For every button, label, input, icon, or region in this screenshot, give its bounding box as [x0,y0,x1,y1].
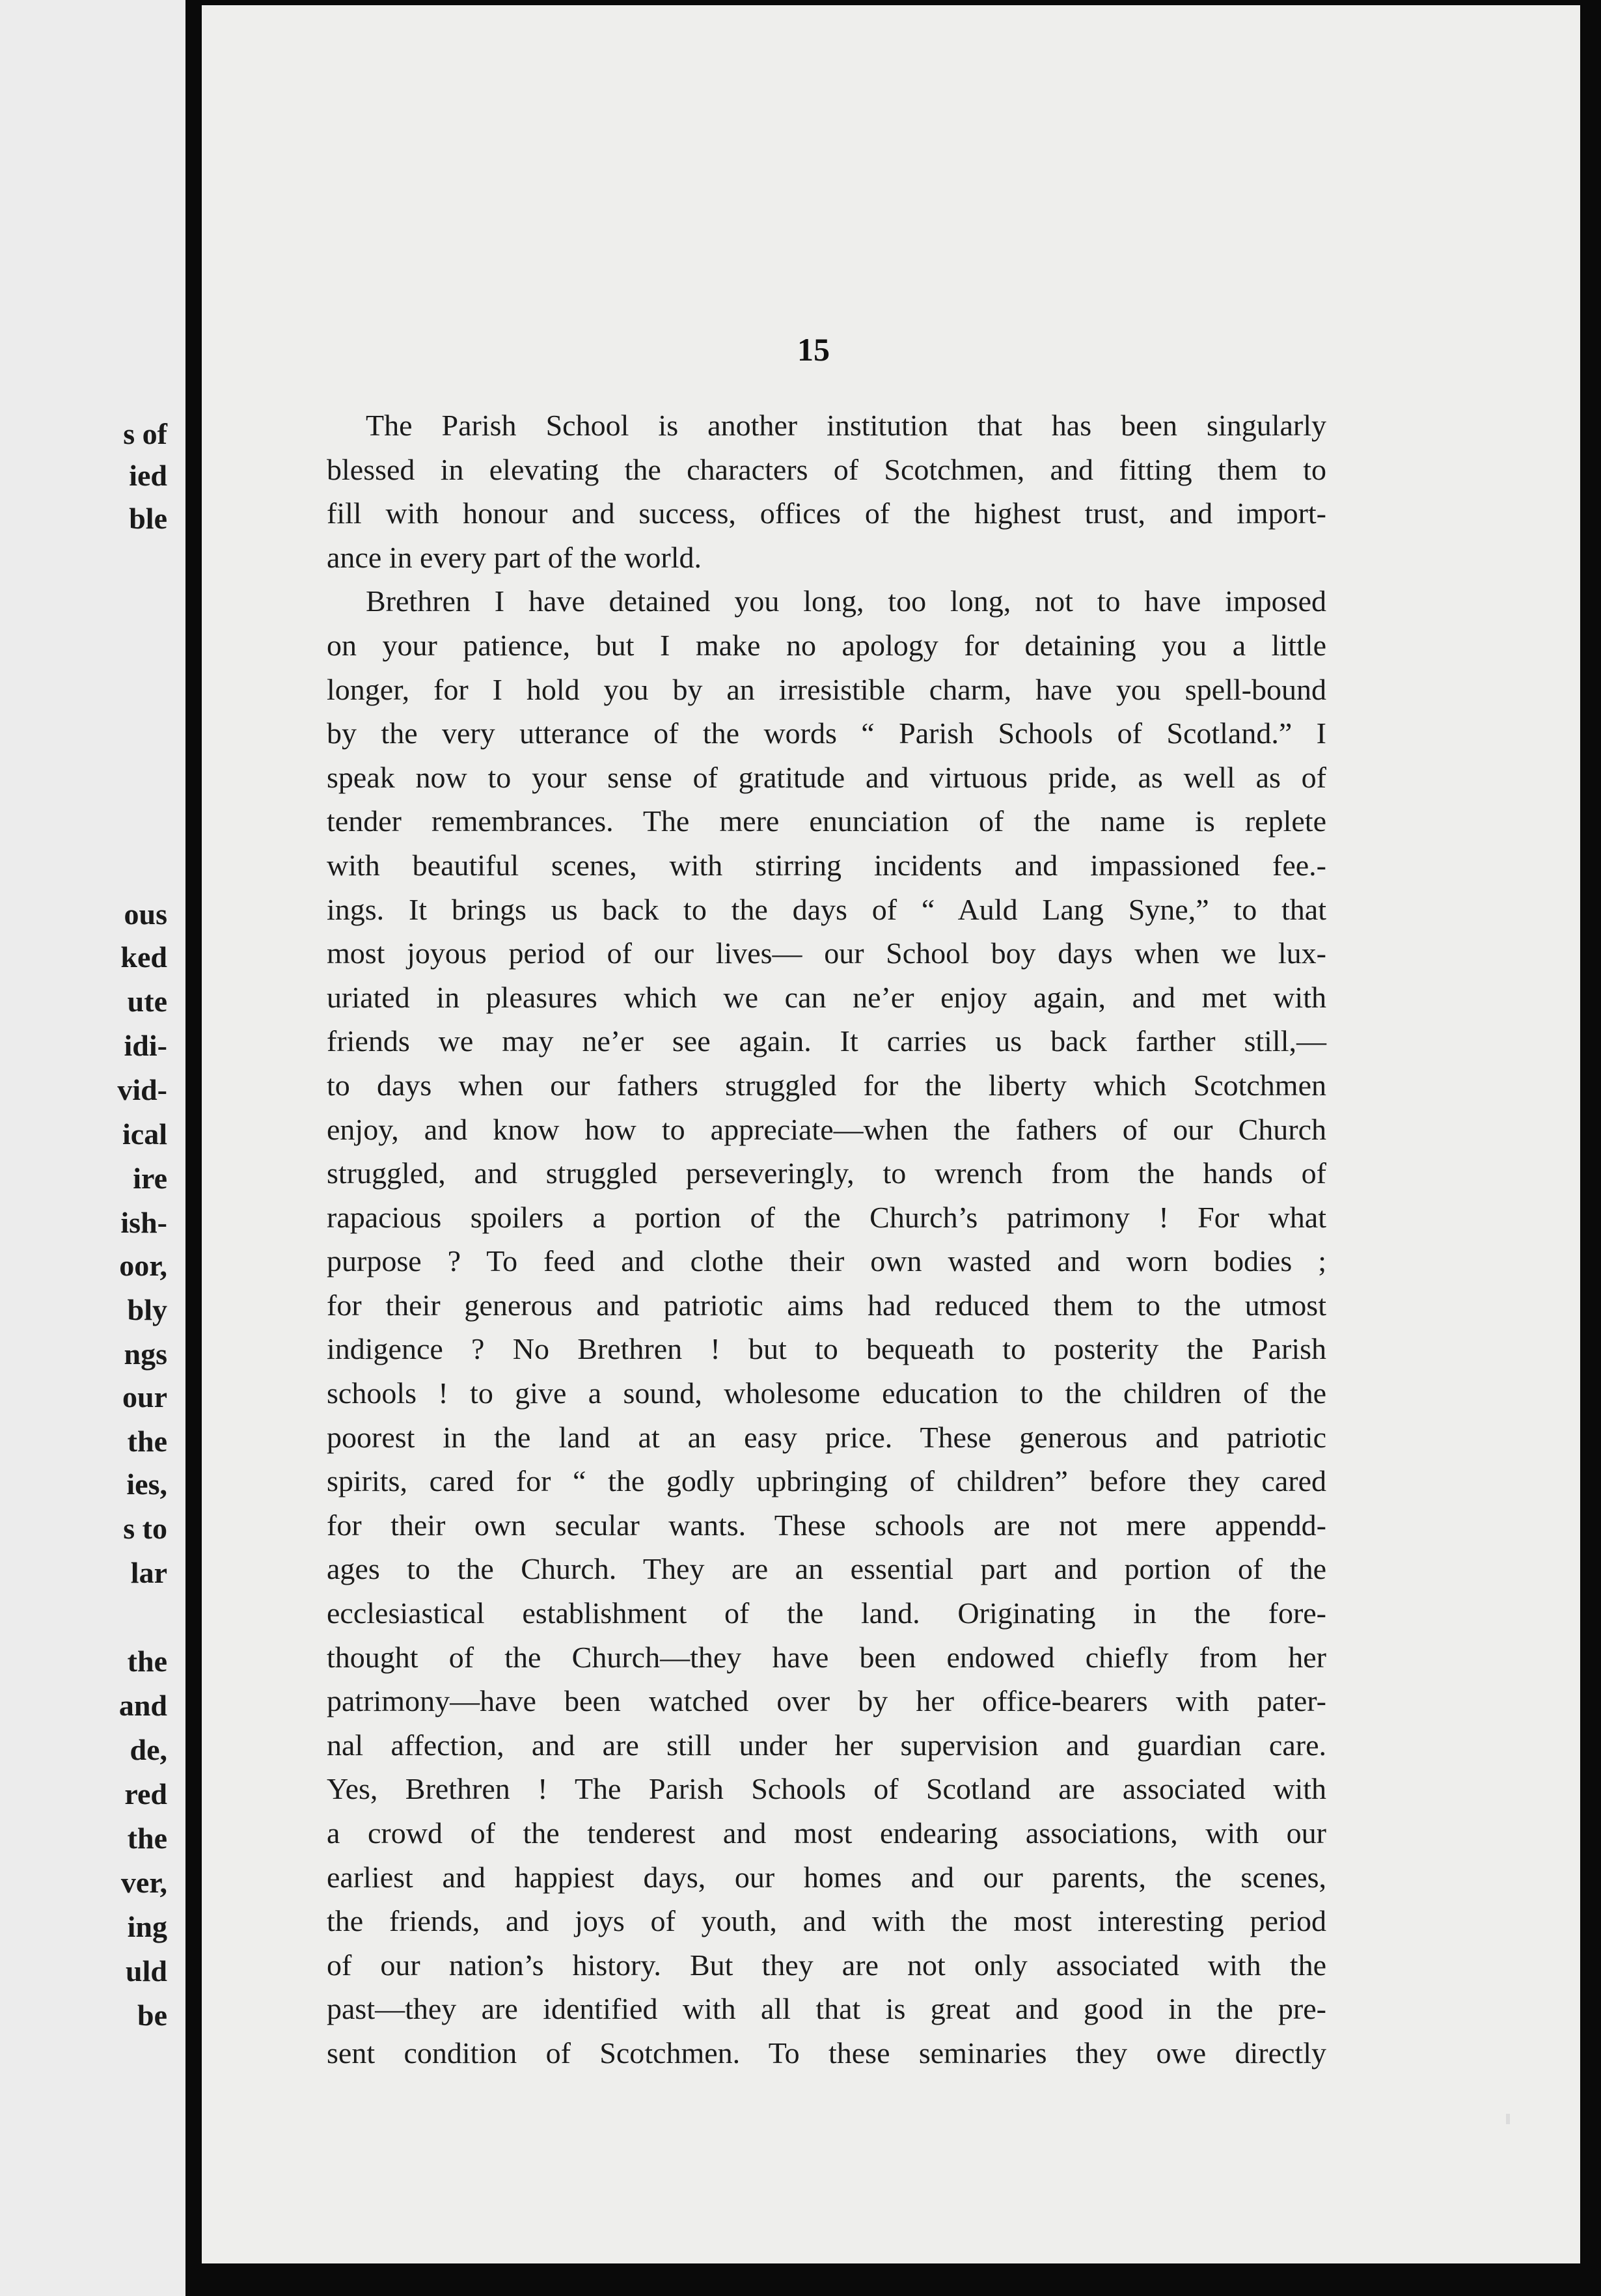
text-line: blessed in elevating the characters of Scotchmen, and fitting them to [327,452,1326,486]
text-line: the friends, and joys of youth, and with the most interesting period [327,1904,1326,1938]
facing-page-fragment: ous [124,897,167,931]
facing-page-fragment: ire [133,1162,167,1195]
facing-page-fragment: ked [120,940,167,974]
text-line: The Parish School is another institution that has been singularly [366,409,1326,442]
facing-page-fragment: ngs [124,1337,167,1371]
text-line: by the very utterance of the words “ Parish Schools of Scotland.” I [327,717,1326,750]
text-line: indigence ? No Brethren ! but to bequeath to posterity the Parish [327,1332,1326,1366]
text-line: on your patience, but I make no apology for detaining you a little [327,628,1326,662]
facing-page-fragment: the [127,1822,167,1855]
text-line: to days when our fathers struggled for the liberty which Scotchmen [327,1068,1326,1102]
facing-page-edge [0,0,185,2296]
text-line: speak now to your sense of gratitude and virtuous pride, as well as of [327,760,1326,794]
facing-page-fragment: our [122,1380,167,1414]
text-line: thought of the Church—they have been endowed chiefly from her [327,1640,1326,1674]
text-line: rapacious spoilers a portion of the Church’s patrimony ! For what [327,1200,1326,1234]
page [202,5,1580,2263]
facing-page-fragment: ver, [120,1866,167,1899]
text-line: for their own secular wants. These schools are not mere appendd- [327,1508,1326,1542]
facing-page-fragment: the [127,1425,167,1458]
text-line: with beautiful scenes, with stirring incidents and impassioned fee.- [327,848,1326,882]
facing-page-fragment: de, [130,1733,167,1766]
text-line: poorest in the land at an easy price. These generous and patriotic [327,1420,1326,1454]
text-line: fill with honour and success, offices of the highest trust, and import- [327,497,1326,530]
facing-page-fragment: ies, [126,1468,167,1501]
scan-speck [1506,2114,1510,2124]
text-line: for their generous and patriotic aims had reduced them to the utmost [327,1288,1326,1322]
facing-page-fragment: vid- [117,1073,167,1106]
text-line: enjoy, and know how to appreciate—when the fathers of our Church [327,1112,1326,1146]
text-line: struggled, and struggled perseveringly, to wrench from the hands of [327,1156,1326,1190]
body-text [327,403,1326,2075]
facing-page-fragment: ing [127,1910,167,1943]
facing-page-fragment: ish- [120,1206,167,1239]
facing-page-fragment: s of [123,417,167,450]
facing-page-fragment: ute [127,985,167,1018]
text-line: longer, for I hold you by an irresistible charm, have you spell-bound [327,672,1326,706]
facing-page-fragment: red [124,1777,167,1811]
facing-page-fragment: ical [122,1117,167,1151]
facing-page-fragment: idi- [124,1029,167,1062]
page-number: 15 [797,331,830,368]
text-line: patrimony—have been watched over by her office-bearers with pater- [327,1684,1326,1718]
text-line: spirits, cared for “ the godly upbringing of children” before they cared [327,1464,1326,1498]
facing-page-fragment: ied [129,459,167,492]
text-line: nal affection, and are still under her supervision and guardian care. [327,1728,1326,1762]
text-line: friends we may ne’er see again. It carries us back farther still,— [327,1024,1326,1058]
facing-page-fragment: and [118,1689,167,1722]
text-line: past—they are identified with all that is great and good in the pre- [327,1992,1326,2026]
text-line: ings. It brings us back to the days of “ Auld Lang Syne,” to that [327,892,1326,926]
text-line: uriated in pleasures which we can ne’er enjoy again, and met with [327,980,1326,1014]
facing-page-fragment: s to [123,1512,167,1545]
text-line: purpose ? To feed and clothe their own wasted and worn bodies ; [327,1244,1326,1278]
facing-page-fragment: lar [130,1556,167,1589]
text-line: of our nation’s history. But they are not only associated with the [327,1948,1326,1982]
facing-page-fragment: the [127,1645,167,1678]
text-line: most joyous period of our lives— our School boy days when we lux- [327,936,1326,970]
facing-page-fragment: be [137,1999,167,2032]
text-line: Yes, Brethren ! The Parish Schools of Scotland are associated with [327,1772,1326,1806]
facing-page-fragment: ble [129,502,167,535]
facing-page-fragment: oor, [119,1249,167,1282]
text-line: schools ! to give a sound, wholesome education to the children of the [327,1376,1326,1410]
facing-page-fragment: bly [127,1293,167,1326]
text-line: Brethren I have detained you long, too long, not to have imposed [366,584,1326,618]
text-line: sent condition of Scotchmen. To these seminaries they owe directly [327,2036,1326,2070]
text-line: tender remembrances. The mere enunciation of the name is replete [327,804,1326,838]
text-line: a crowd of the tenderest and most endearing associations, with our [327,1816,1326,1850]
text-line: ages to the Church. They are an essential part and portion of the [327,1552,1326,1586]
text-line: ecclesiastical establishment of the land. Originating in the fore- [327,1596,1326,1630]
facing-page-fragment: uld [126,1954,167,1988]
text-line: ance in every part of the world. [327,540,702,574]
text-line: earliest and happiest days, our homes and our parents, the scenes, [327,1860,1326,1894]
